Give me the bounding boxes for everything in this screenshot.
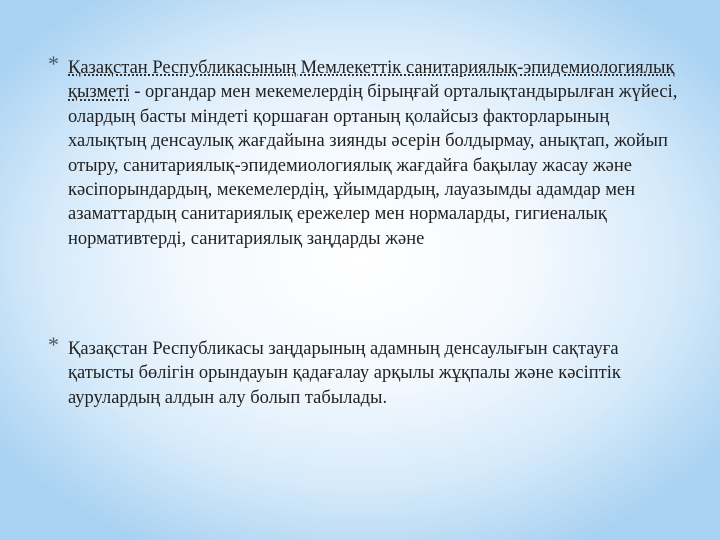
paragraph-text xyxy=(68,56,678,251)
bullet-icon: * xyxy=(48,51,59,76)
paragraph-body: - органдар мен мекемелердің бірыңғай орталықтандырылған жүйесі, олардың басты міндеті қоршаған ортаның қолайсыз факторларының халықтың денсаулық жағдайына зиянды әсерін болдырмау, анықтап, жойып отыру, санитариялық-эпидемиологиялық жағдайға бақылау жасау және кәсіпорындардың, мекемелердің, ұйымдардың, лауазымды адамдар мен азаматтардың санитариялық ережелер мен нормаларды, гигиеналық нормативтерді, санитариялық заңдарды және xyxy=(68,82,678,249)
paragraph-text xyxy=(68,337,678,410)
bullet-paragraph-2 xyxy=(48,332,678,410)
bullet-paragraph-1 xyxy=(48,51,678,251)
paragraph-term: Қазақстан Республикасының Мемлекеттік санитариялық-эпидемиологиялық қызметі xyxy=(68,58,675,103)
paragraph-body: Қазақстан Республикасы заңдарының адамның денсаулығын сақтауға қатысты бөлігін орындауын қадағалау арқылы жұқпалы және кәсіптік аурулардың алдын алу болып табылады. xyxy=(68,339,621,408)
bullet-icon: * xyxy=(48,332,59,357)
